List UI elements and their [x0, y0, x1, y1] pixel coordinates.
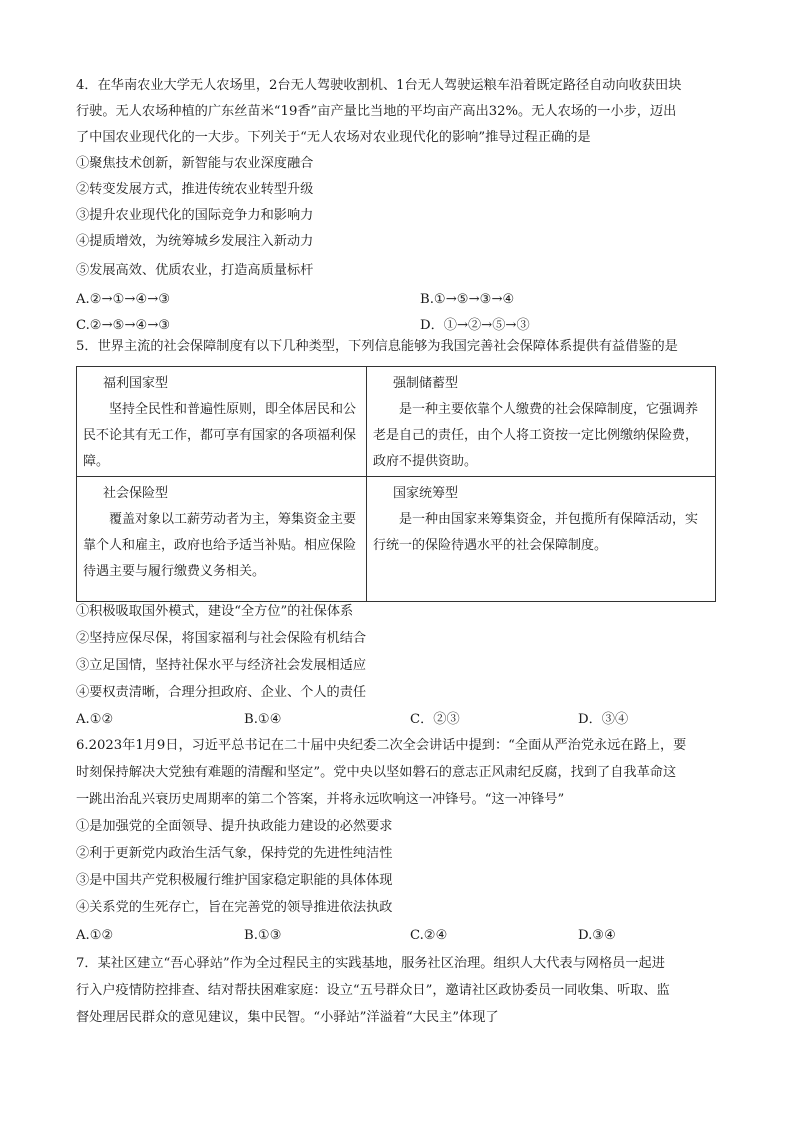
q4-option-c: C.②→⑤→④→③ — [76, 318, 171, 333]
q5-option-b: B.①④ — [244, 712, 282, 727]
q7-stem-line-1: 7．某社区建立“吾心驿站”作为全过程民主的实践基地，服务社区治理。组织人大代表与网格员一起进 — [76, 956, 665, 971]
q4-option-b: B.①→⑤→③→④ — [420, 292, 515, 307]
q6-item-4: ④关系党的生死存亡，旨在完善党的领导推进依法执政 — [76, 900, 393, 915]
q5-item-2: ②坚持应保尽保，将国家福利与社会保险有机结合 — [76, 631, 367, 646]
q4-item-2: ②转变发展方式，推进传统农业转型升级 — [76, 182, 314, 197]
q4-option-a: A.②→①→④→③ — [76, 292, 171, 307]
q4-item-4: ④提质增效，为统筹城乡发展注入新动力 — [76, 234, 314, 249]
cell-body: 是一种主要依靠个人缴费的社会保障制度，它强调养老是自己的责任，由个人将工资按一定比例缴纳保险费，政府不提供资助。 — [373, 402, 699, 469]
q6-option-a: A.①② — [76, 928, 114, 943]
q4-stem-line-1: 4．在华南农业大学无人农场里，2台无人驾驶收割机、1台无人驾驶运粮车沿着既定路径自动向收获田块 — [76, 78, 682, 93]
table-cell-state-planned — [367, 477, 716, 602]
q6-item-2: ②利于更新党内政治生活气象，保持党的先进性纯洁性 — [76, 846, 393, 861]
q6-option-d: D.③④ — [578, 928, 616, 943]
q4-option-d: D．①→②→⑤→③ — [420, 318, 530, 333]
q5-item-1: ①积极吸取国外模式，建设“全方位”的社保体系 — [76, 604, 354, 619]
q6-item-1: ①是加强党的全面领导、提升执政能力建设的必然要求 — [76, 819, 393, 834]
q4-stem-line-2: 行驶。无人农场种植的广东丝苗米“19香”亩产量比当地的平均亩产高出32%。无人农场的一小步，迈出 — [76, 104, 677, 119]
table-cell-compulsory-savings — [367, 367, 716, 477]
cell-title: 国家统筹型 — [393, 486, 459, 501]
cell-title: 社会保险型 — [103, 486, 169, 501]
q5-stem: 5．世界主流的社会保障制度有以下几种类型，下列信息能够为我国完善社会保障体系提供有益借鉴的是 — [76, 339, 678, 354]
table-cell-social-insurance — [77, 477, 367, 602]
cell-body: 覆盖对象以工薪劳动者为主，筹集资金主要靠个人和雇主，政府也给予适当补贴。相应保险待遇主要与履行缴费义务相关。 — [83, 512, 357, 579]
cell-title: 强制储蓄型 — [393, 376, 459, 391]
q6-item-3: ③是中国共产党积极履行维护国家稳定职能的具体体现 — [76, 873, 393, 888]
q6-option-b: B.①③ — [244, 928, 282, 943]
table-cell-welfare-state — [77, 367, 367, 477]
q4-item-5: ⑤发展高效、优质农业，打造高质量标杆 — [76, 263, 314, 278]
cell-body: 坚持全民性和普遍性原则，即全体居民和公民不论其有无工作，都可享有国家的各项福利保障。 — [83, 402, 357, 469]
cell-title: 福利国家型 — [103, 376, 169, 391]
q5-option-d: D．③④ — [578, 712, 629, 727]
social-security-types-table — [76, 366, 716, 602]
q7-stem-line-2: 行入户疫情防控排查、结对帮扶困难家庭：设立“五号群众日”，邀请社区政协委员一同收集、听取、监 — [76, 983, 670, 998]
q7-stem-line-3: 督处理居民群众的意见建议，集中民智。“小驿站”洋溢着“大民主”体现了 — [76, 1010, 499, 1025]
q6-stem-line-2: 时刻保持解决大党独有难题的清醒和坚定”。党中央以坚如磐石的意志正风肃纪反腐，找到了自我革命这 — [76, 765, 677, 780]
q5-option-c: C．②③ — [410, 712, 460, 727]
cell-body: 是一种由国家来筹集资金，并包揽所有保障活动，实行统一的保险待遇水平的社会保障制度。 — [373, 512, 699, 553]
q4-item-1: ①聚焦技术创新，新智能与农业深度融合 — [76, 156, 314, 171]
q4-item-3: ③提升农业现代化的国际竞争力和影响力 — [76, 208, 314, 223]
q5-option-a: A.①② — [76, 712, 114, 727]
q6-stem-line-1: 6.2023年1月9日，习近平总书记在二十届中央纪委二次全会讲话中提到：“全面从严治党永远在路上，要 — [76, 738, 687, 753]
q5-item-3: ③立足国情，坚持社保水平与经济社会发展相适应 — [76, 658, 367, 673]
q6-option-c: C.②④ — [410, 928, 448, 943]
q4-stem-line-3: 了中国农业现代化的一大步。下列关于“无人农场对农业现代化的影响”推导过程正确的是 — [76, 130, 591, 145]
q6-stem-line-3: 一跳出治乱兴衰历史周期率的第二个答案，并将永远吹响这一冲锋号。“这一冲锋号” — [76, 792, 565, 807]
q5-item-4: ④要权责清晰，合理分担政府、企业、个人的责任 — [76, 685, 367, 700]
